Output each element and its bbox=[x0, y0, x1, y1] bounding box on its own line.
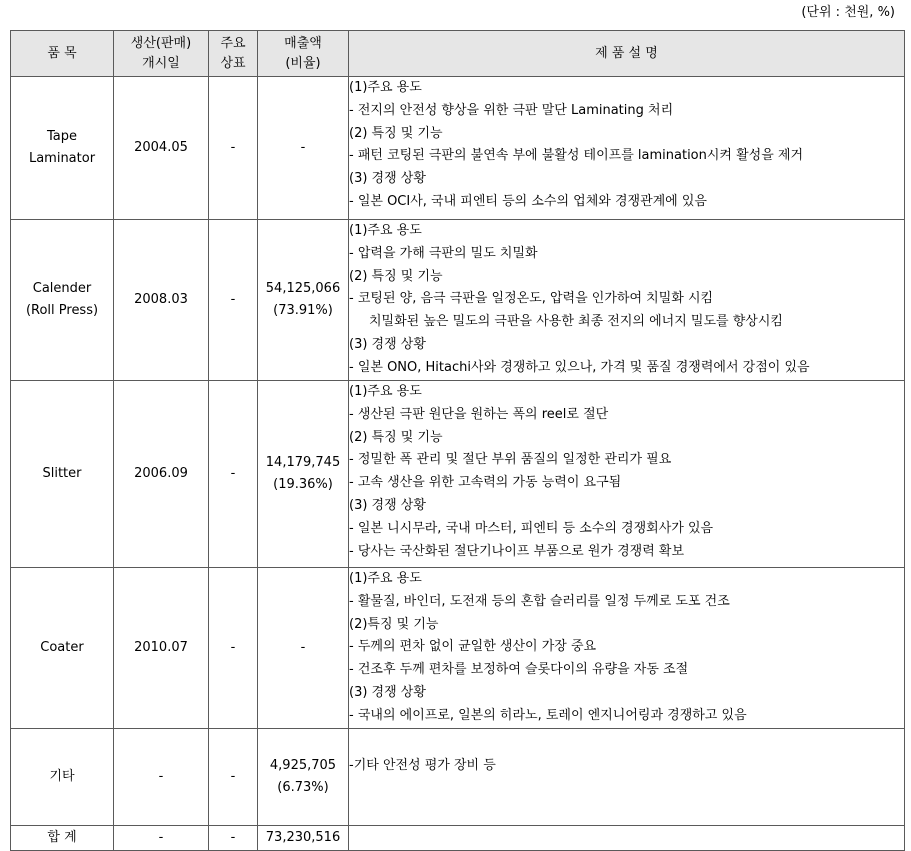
desc-line: - 고속 생산을 위한 고속력의 가동 능력이 요구됨 bbox=[349, 475, 622, 491]
start-date-cell: 2006.09 bbox=[114, 381, 209, 568]
product-name-line1: Calender bbox=[32, 281, 92, 296]
table-row bbox=[11, 568, 905, 729]
brand-cell: - bbox=[209, 381, 258, 568]
desc-line: - 일본 OCI사, 국내 피엔티 등의 소수의 업체와 경쟁관계에 있음 bbox=[349, 193, 707, 209]
desc-line: - 일본 ONO, Hitachi사와 경쟁하고 있으나, 가격 및 품질 경쟁력에서 강점이 있음 bbox=[349, 359, 810, 375]
product-name-line1: Tape bbox=[46, 129, 77, 144]
sales-amount: 54,125,066 bbox=[265, 281, 341, 296]
total-label: 합 계 bbox=[11, 826, 114, 851]
product-cell bbox=[11, 77, 114, 220]
table-row bbox=[11, 381, 905, 568]
description-cell bbox=[349, 729, 905, 826]
desc-line: (2)특징 및 기능 bbox=[349, 616, 439, 632]
header-start-date bbox=[114, 31, 209, 77]
desc-line: (2) 특징 및 기능 bbox=[349, 268, 443, 284]
total-description bbox=[349, 826, 905, 851]
desc-line: (3) 경쟁 상황 bbox=[349, 497, 426, 513]
header-sales-line1: 매출액 bbox=[284, 35, 322, 51]
sales-cell bbox=[258, 568, 349, 729]
sales-amount: - bbox=[300, 640, 306, 655]
desc-line: - 일본 니시무라, 국내 마스터, 피엔티 등 소수의 경쟁회사가 있음 bbox=[349, 520, 714, 536]
desc-line: -기타 안전성 평가 장비 등 bbox=[349, 758, 496, 773]
sales-cell bbox=[258, 220, 349, 381]
desc-line: (1)주요 용도 bbox=[349, 80, 422, 95]
desc-line: (1)주요 용도 bbox=[349, 384, 422, 399]
sales-ratio: (19.36%) bbox=[273, 477, 333, 492]
header-start-line2: 개시일 bbox=[142, 55, 180, 71]
product-name-line2: Laminator bbox=[28, 151, 96, 166]
header-description-label: 제 품 설 명 bbox=[595, 45, 658, 61]
product-name-line1: 기타 bbox=[49, 769, 75, 784]
desc-line: - 당사는 국산화된 절단기나이프 부품으로 원가 경쟁력 확보 bbox=[349, 543, 685, 559]
header-description bbox=[349, 31, 905, 77]
header-product-label: 품 목 bbox=[47, 45, 77, 61]
brand-cell: - bbox=[209, 729, 258, 826]
product-name-line1: Slitter bbox=[42, 466, 82, 481]
total-row bbox=[11, 826, 905, 851]
desc-line: - 활물질, 바인더, 도전재 등의 혼합 슬러리를 일정 두께로 도포 건조 bbox=[349, 593, 730, 609]
desc-line: - 전지의 안전성 향상을 위한 극판 말단 Laminating 처리 bbox=[349, 102, 674, 118]
description-cell bbox=[349, 381, 905, 568]
total-sales: 73,230,516 bbox=[258, 826, 349, 851]
desc-line: (1)주요 용도 bbox=[349, 223, 422, 238]
brand-cell: - bbox=[209, 77, 258, 220]
sales-cell bbox=[258, 729, 349, 826]
start-date-cell: - bbox=[114, 729, 209, 826]
header-brand-line1: 주요 bbox=[220, 35, 246, 51]
start-date-cell: 2010.07 bbox=[114, 568, 209, 729]
desc-line: 치밀화된 높은 밀도의 극판을 사용한 최종 전지의 에너지 밀도를 향상시킴 bbox=[369, 314, 783, 330]
table-row bbox=[11, 729, 905, 826]
sales-amount: 4,925,705 bbox=[269, 758, 337, 773]
sales-amount: 14,179,745 bbox=[265, 455, 341, 470]
desc-line: (3) 경쟁 상황 bbox=[349, 336, 426, 352]
sales-ratio: (73.91%) bbox=[273, 303, 333, 318]
start-date-cell: 2008.03 bbox=[114, 220, 209, 381]
desc-line: - 압력을 가해 극판의 밀도 치밀화 bbox=[349, 245, 538, 261]
header-sales-line2: (비율) bbox=[285, 55, 321, 71]
header-start-line1: 생산(판매) bbox=[130, 35, 192, 51]
header-product bbox=[11, 31, 114, 77]
desc-line: - 코팅된 양, 음극 극판을 일정온도, 압력을 인가하여 치밀화 시킴 bbox=[349, 291, 714, 307]
product-cell bbox=[11, 220, 114, 381]
sales-amount: - bbox=[300, 140, 306, 155]
sales-ratio: (6.73%) bbox=[277, 780, 329, 795]
header-brand bbox=[209, 31, 258, 77]
start-date-cell: 2004.05 bbox=[114, 77, 209, 220]
desc-line: - 두께의 편차 없이 균일한 생산이 가장 중요 bbox=[349, 639, 597, 655]
table-header-row bbox=[11, 31, 905, 77]
brand-cell: - bbox=[209, 568, 258, 729]
desc-line: - 패턴 코팅된 극판의 불연속 부에 불활성 테이프를 lamination시켜 활성을 제거 bbox=[349, 148, 804, 164]
product-cell bbox=[11, 568, 114, 729]
product-table bbox=[10, 30, 905, 851]
desc-line: - 정밀한 폭 관리 및 절단 부위 품질의 일정한 관리가 필요 bbox=[349, 452, 672, 468]
desc-line: (3) 경쟁 상황 bbox=[349, 684, 426, 700]
desc-line: (1)주요 용도 bbox=[349, 571, 422, 586]
header-sales bbox=[258, 31, 349, 77]
table-row bbox=[11, 220, 905, 381]
product-cell bbox=[11, 381, 114, 568]
table-row bbox=[11, 77, 905, 220]
desc-line: (2) 특징 및 기능 bbox=[349, 429, 443, 445]
brand-cell: - bbox=[209, 220, 258, 381]
description-cell bbox=[349, 568, 905, 729]
product-cell bbox=[11, 729, 114, 826]
sales-cell bbox=[258, 77, 349, 220]
header-brand-line2: 상표 bbox=[220, 55, 246, 71]
total-start-date: - bbox=[114, 826, 209, 851]
desc-line: - 생산된 극판 원단을 원하는 폭의 reel로 절단 bbox=[349, 406, 609, 422]
desc-line: - 국내의 에이프로, 일본의 히라노, 토레이 엔지니어링과 경쟁하고 있음 bbox=[349, 707, 747, 723]
total-brand: - bbox=[209, 826, 258, 851]
desc-line: (2) 특징 및 기능 bbox=[349, 125, 443, 141]
product-name-line2: (Roll Press) bbox=[25, 303, 99, 318]
sales-cell bbox=[258, 381, 349, 568]
unit-note: (단위 : 천원, %) bbox=[801, 5, 895, 20]
desc-line: (3) 경쟁 상황 bbox=[349, 171, 426, 187]
description-cell bbox=[349, 77, 905, 220]
description-cell bbox=[349, 220, 905, 381]
desc-line: - 건조후 두께 편차를 보정하여 슬롯다이의 유량을 자동 조절 bbox=[349, 662, 689, 678]
product-name-line1: Coater bbox=[40, 640, 84, 655]
